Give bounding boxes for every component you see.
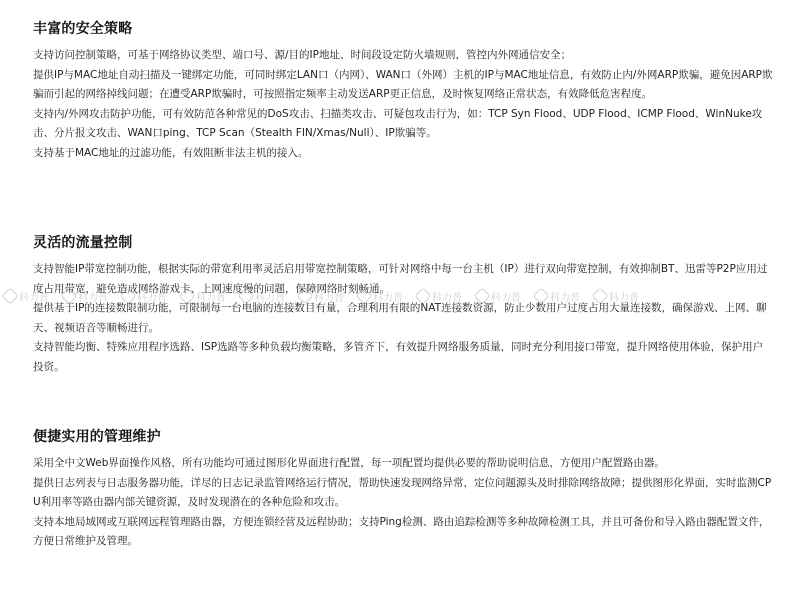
paragraph: 提供日志列表与日志服务器功能，详尽的日志记录监管网络运行情况，帮助快速发现网络异常，定位问题源头及时排除网络故障；提供图形化界面，实时监测CPU利用率等路由器内部关键资源，及时发现潜在的各种危险和攻击。 (33, 476, 772, 508)
watermark-text: 科力普 (373, 292, 403, 304)
paragraph: 提供IP与MAC地址自动扫描及一键绑定功能，可同时绑定LAN口（内网）、WAN口（外网）主机的IP与MAC地址信息，有效防止内/外网ARP欺骗，避免因ARP欺骗而引起的网络掉线问题；在遭受ARP欺骗时，可按照指定频率主动发送ARP更正信息，及时恢复网络正常状态，有效降低危害程度。 (33, 68, 773, 100)
section-heading: 丰富的安全策略 (33, 21, 133, 37)
paragraph: 支持访问控制策略，可基于网络协议类型、端口号、源/目的IP地址、时间段设定防火墙规则，管控内外网通信安全； (33, 49, 571, 61)
paragraph: 采用全中文Web界面操作风格，所有功能均可通过图形化界面进行配置，每一项配置均提供必要的帮助说明信息，方便用户配置路由器。 (33, 457, 665, 469)
paragraph: 支持内/外网攻击防护功能，可有效防范各种常见的DoS攻击、扫描类攻击、可疑包攻击行为，如：TCP Syn Flood、UDP Flood、ICMP Flood、WinNuke攻击、分片报文攻击、WAN口ping、TCP Scan（Stealth FIN/Xmas/Null）、IP欺骗等。 (33, 107, 763, 139)
section-management (33, 428, 773, 552)
paragraph: 支持智能均衡、特殊应用程序选路、ISP选路等多种负载均衡策略，多管齐下，有效提升网络服务质量，同时充分利用接口带宽，提升网络使用体验，保护用户投资。 (33, 341, 764, 373)
section-heading: 便捷实用的管理维护 (33, 429, 161, 445)
section-heading: 灵活的流量控制 (33, 235, 133, 251)
paragraph: 支持智能IP带宽控制功能，根据实际的带宽利用率灵活启用带宽控制策略，可针对网络中每一台主机（IP）进行双向带宽控制，有效抑制BT、迅雷等P2P应用过度占用带宽，避免造成网络游戏卡、上网速度慢的问题，保障网络时刻畅通。 (33, 263, 768, 295)
watermark-text: 科力普 (255, 292, 285, 304)
paragraph: 支持基于MAC地址的过滤功能，有效阻断非法主机的接入。 (33, 146, 309, 159)
section-traffic-control (33, 234, 773, 377)
section-security (33, 20, 773, 163)
watermark-text: 科力普 (491, 292, 521, 304)
watermark-text: 科力普 (609, 292, 639, 304)
watermark-text: 科力普 (314, 292, 344, 304)
logo-diamond-icon (2, 288, 19, 305)
watermark-text: 科力普 (78, 292, 108, 304)
paragraph: 支持本地局域网或互联网远程管理路由器，方便连锁经营及远程协助；支持Ping检测、路由追踪检测等多种故障检测工具，并且可备份和导入路由器配置文件，方便日常维护及管理。 (33, 515, 770, 547)
watermark-text: 科力普 (19, 292, 49, 304)
watermark-text: 科力普 (432, 292, 462, 304)
watermark-text: 科力普 (137, 292, 167, 304)
paragraph: 提供基于IP的连接数限制功能，可限制每一台电脑的连接数目有量，合理利用有限的NAT连接数资源，防止少数用户过度占用大量连接数，确保游戏、上网、聊天、视频语音等顺畅进行。 (33, 302, 767, 334)
watermark-text: 科力普 (196, 292, 226, 304)
watermark-text: 科力普 (550, 292, 580, 304)
